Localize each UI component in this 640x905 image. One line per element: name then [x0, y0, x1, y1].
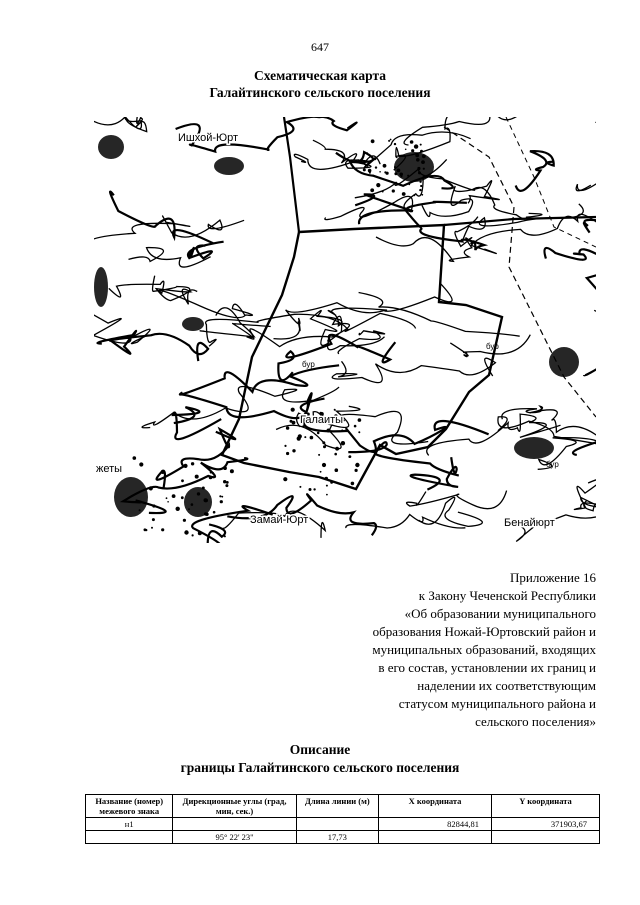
map-dot	[355, 469, 358, 472]
map-dot	[420, 185, 422, 187]
map-dot	[172, 494, 176, 498]
map-dot	[309, 488, 312, 491]
map-dot	[371, 139, 375, 143]
map-dot	[423, 168, 425, 170]
appendix-note	[266, 569, 596, 731]
map-dot	[399, 173, 403, 177]
map-dot	[348, 456, 350, 458]
map-dot	[373, 157, 376, 160]
table-cell	[86, 831, 173, 844]
map-dot	[298, 434, 302, 438]
terrain-patch	[184, 487, 212, 517]
map-title-line-2: Галайтинского сельского поселения	[209, 85, 431, 100]
column-header-mark-name: Название (номер) межевого знака	[86, 795, 173, 818]
map-dot	[184, 530, 188, 534]
map-dot	[188, 508, 190, 510]
map-dot	[358, 431, 360, 433]
map-dot	[284, 445, 286, 447]
map-dot	[202, 487, 205, 490]
schematic-map	[94, 117, 596, 543]
map-dot	[405, 149, 407, 151]
map-dot	[139, 509, 141, 511]
map-dot	[416, 158, 420, 162]
map-dot	[144, 528, 147, 531]
map-dot	[375, 166, 377, 168]
map-label-ishkhoy-yurt: Ишхой-Юрт	[178, 132, 239, 144]
map-dot	[212, 472, 214, 474]
table-cell: н1	[86, 818, 173, 831]
map-dot	[176, 508, 178, 510]
map-dot	[402, 192, 406, 196]
terrain-patch	[98, 135, 124, 159]
terrain-patch	[514, 437, 554, 459]
map-dot	[286, 426, 289, 429]
table-cell: 371903,67	[492, 818, 600, 831]
appendix-line: образования Ножай-Юртовский район и	[372, 624, 596, 639]
column-header-line-length: Длина линии (м)	[296, 795, 378, 818]
map-dot	[219, 495, 221, 497]
appendix-line: наделении их соответствующим	[417, 678, 596, 693]
map-label-bur-2: бур	[302, 360, 315, 369]
map-dot	[415, 154, 419, 158]
appendix-line: муниципальных образований, входящих	[372, 642, 596, 657]
map-dot	[220, 500, 223, 503]
table-cell: 17,73	[296, 831, 378, 844]
map-dot	[418, 171, 421, 174]
map-label-zamay-yurt: Замай-Юрт	[250, 514, 309, 526]
map-dot	[223, 466, 227, 470]
map-dot	[221, 496, 223, 498]
map-dot	[310, 436, 314, 440]
map-dot	[383, 164, 387, 168]
table-cell	[492, 831, 600, 844]
map-dot	[341, 429, 343, 431]
map-label-bur-3: бур	[546, 460, 559, 469]
map-dot	[224, 535, 226, 537]
map-dot	[370, 188, 374, 192]
map-dot	[388, 140, 390, 142]
map-dot	[397, 169, 401, 173]
terrain-patch	[182, 317, 204, 331]
map-dot	[195, 475, 199, 479]
map-dot	[384, 171, 386, 173]
map-dot	[152, 504, 155, 507]
map-dot	[407, 175, 409, 177]
appendix-line: к Закону Чеченской Республики	[418, 588, 596, 603]
map-dot	[152, 518, 155, 521]
map-dot	[166, 497, 168, 499]
map-dot	[181, 479, 184, 482]
description-title-line-2: границы Галайтинского сельского поселения	[180, 760, 460, 775]
map-label-zhety: жеты	[96, 463, 123, 475]
map-dot	[322, 463, 326, 467]
map-dot	[379, 171, 381, 173]
map-dot	[299, 486, 301, 488]
map-dot	[183, 464, 187, 468]
map-dot	[390, 139, 392, 141]
map-dot	[394, 143, 396, 145]
map-dot	[334, 409, 336, 411]
map-dot	[394, 172, 397, 175]
map-dot	[304, 436, 306, 438]
map-dot	[413, 194, 415, 196]
map-dot	[213, 511, 216, 514]
table-header-row	[86, 795, 600, 818]
map-dot	[191, 462, 194, 465]
map-dot	[161, 528, 164, 531]
map-dot	[133, 456, 137, 460]
map-label-benayurt: Бенайюрт	[504, 517, 555, 529]
map-dot	[354, 425, 357, 428]
map-dot	[414, 144, 418, 148]
map-dot	[210, 471, 212, 473]
map-dot	[419, 189, 421, 191]
appendix-line: сельского поселения»	[475, 714, 596, 729]
map-dot	[292, 449, 295, 452]
appendix-line: «Об образовании муниципального	[404, 606, 596, 621]
map-dot	[291, 408, 295, 412]
map-dot	[376, 183, 380, 187]
table-row	[86, 818, 600, 831]
map-dot	[223, 480, 226, 483]
map-dot	[394, 166, 396, 168]
map-dot	[410, 140, 414, 144]
map-dot	[161, 470, 165, 474]
map-dot	[313, 488, 315, 490]
map-dot	[363, 168, 366, 171]
map-label-galaity: Галаиты	[300, 414, 344, 426]
map-dot	[320, 471, 322, 473]
map-dot	[408, 184, 410, 186]
map-dot	[396, 156, 398, 158]
table-row	[86, 831, 600, 844]
map-dot	[192, 534, 194, 536]
page-number: 647	[311, 40, 329, 54]
map-dot	[421, 160, 425, 164]
map-dot	[421, 194, 423, 196]
map-dot	[420, 150, 423, 153]
map-dot	[417, 167, 420, 170]
map-dot	[341, 441, 345, 445]
terrain-patch	[394, 152, 434, 182]
map-dot	[204, 498, 208, 502]
map-dot	[368, 169, 372, 173]
map-dot	[283, 477, 287, 481]
map-dot	[326, 494, 328, 496]
description-title-line-1: Описание	[289, 742, 351, 757]
map-dot	[392, 189, 395, 192]
map-dot	[204, 512, 208, 516]
map-dot	[334, 453, 337, 456]
map-dot	[420, 144, 422, 146]
map-dot	[317, 432, 320, 435]
map-label-bur-1: бур	[486, 342, 499, 351]
map-dot	[209, 476, 213, 480]
table-cell	[296, 818, 378, 831]
map-dot	[419, 181, 421, 183]
map-dot	[197, 492, 200, 495]
boundary-coordinates-table	[85, 794, 600, 844]
appendix-line: в его состав, установлении их границ и	[378, 660, 596, 675]
table-cell: 95° 22' 23"	[173, 831, 296, 844]
map-dot	[422, 154, 426, 158]
map-dot	[367, 152, 369, 154]
map-dot	[335, 468, 339, 472]
terrain-patch	[94, 267, 108, 307]
map-dot	[355, 463, 359, 467]
map-dot	[149, 486, 153, 490]
map-dot	[382, 191, 384, 193]
map-dot	[290, 420, 293, 423]
terrain-patch	[114, 477, 148, 517]
map-dot	[326, 485, 328, 487]
map-dot	[322, 441, 325, 444]
map-dot	[358, 418, 362, 422]
map-dot	[151, 527, 153, 529]
map-dot	[327, 429, 331, 433]
appendix-line: Приложение 16	[509, 570, 596, 585]
map-dot	[167, 501, 169, 503]
map-dot	[318, 454, 320, 456]
map-dot	[323, 445, 326, 448]
table-cell	[173, 818, 296, 831]
map-dot	[191, 503, 194, 506]
terrain-patch	[214, 157, 244, 175]
map-dot	[363, 162, 365, 164]
map-dot	[411, 149, 414, 152]
map-dot	[230, 469, 234, 473]
map-dot	[335, 447, 339, 451]
appendix-line: статусом муниципального района и	[398, 696, 596, 711]
map-dot	[139, 462, 143, 466]
map-dot	[198, 531, 202, 535]
map-title-line-1: Схематическая карта	[253, 68, 387, 83]
column-header-direction-angles: Дирекционные углы (град, мин, сек.)	[173, 795, 296, 818]
table-cell: 82844,81	[378, 818, 491, 831]
map-dot	[181, 496, 184, 499]
map-dot	[183, 519, 186, 522]
terrain-patch	[549, 347, 579, 377]
column-header-y-coordinate: Y координата	[492, 795, 600, 818]
map-dot	[351, 482, 355, 486]
column-header-x-coordinate: Х координата	[378, 795, 491, 818]
table-cell	[378, 831, 491, 844]
map-dot	[225, 484, 228, 487]
map-dot	[286, 452, 289, 455]
